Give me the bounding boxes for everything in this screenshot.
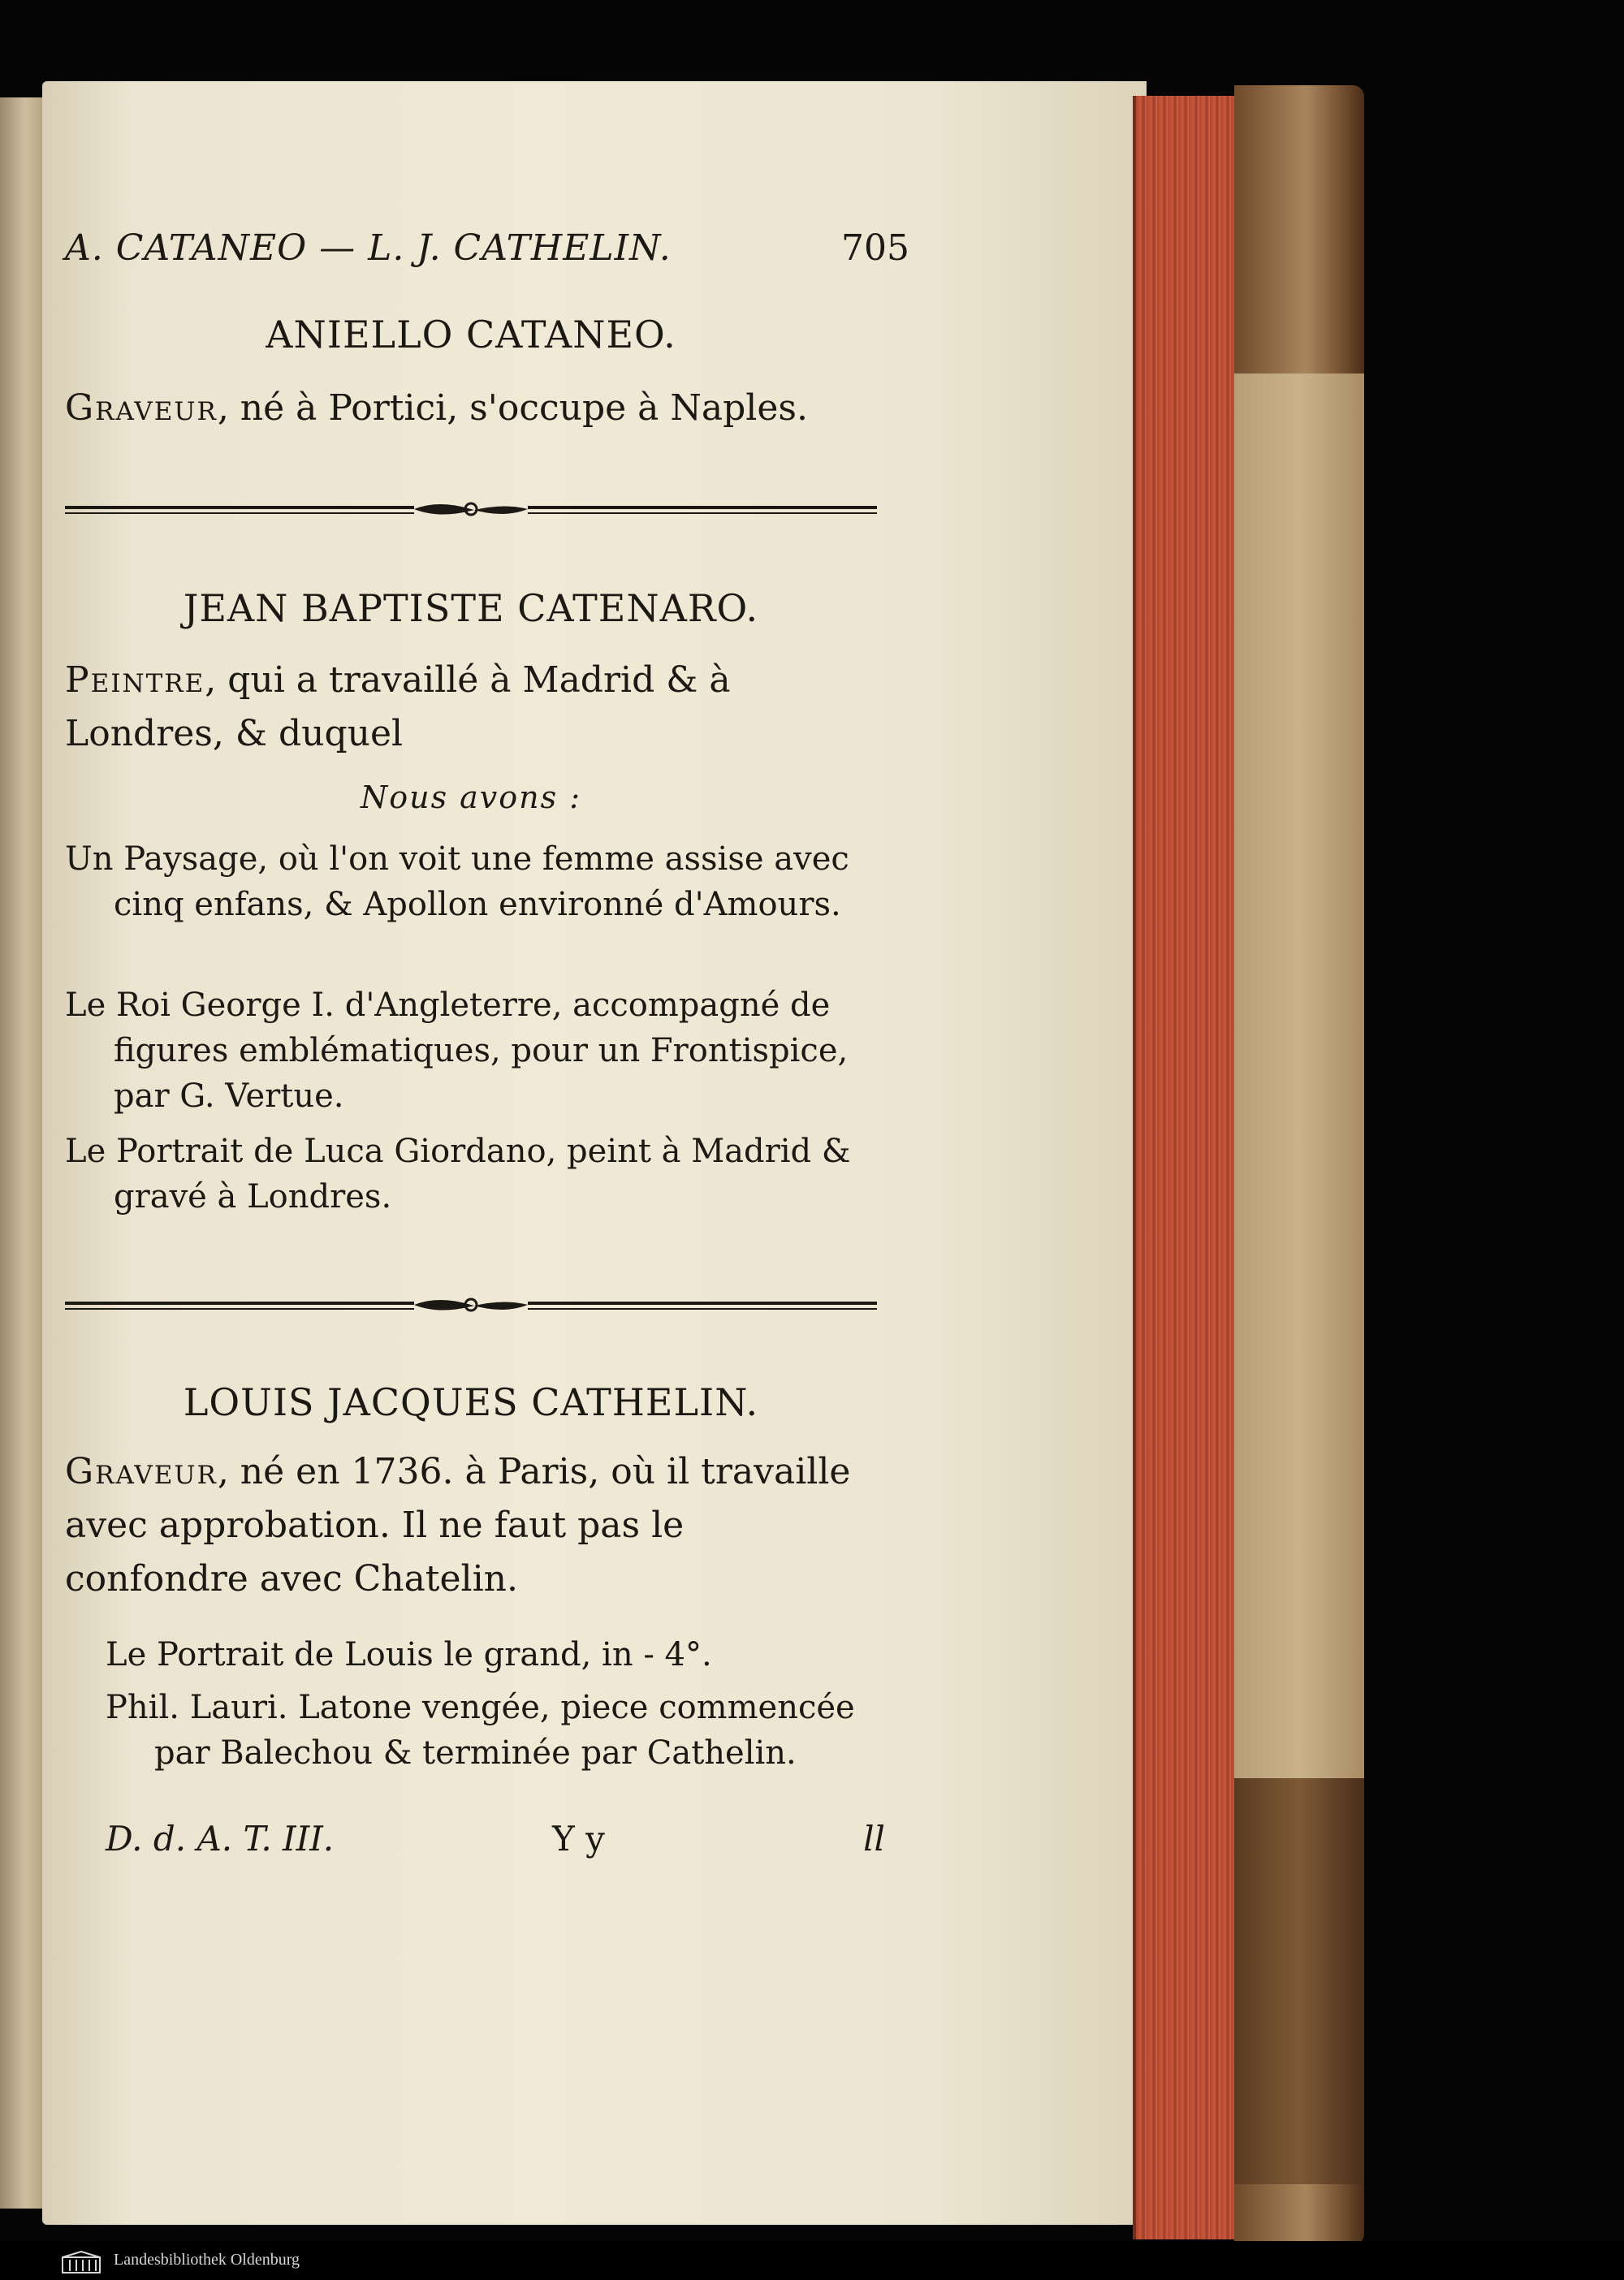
list-item: Phil. Lauri. Latone vengée, piece commencée par Balechou & terminée par Cathelin. bbox=[106, 1689, 855, 1772]
subhead-nous-avons: Nous avons : bbox=[360, 779, 582, 815]
signature-right: ll bbox=[863, 1819, 885, 1859]
entry-lead: Graveur bbox=[65, 1451, 218, 1492]
entry-body: , qui a travaillé à Madrid & à Londres, & duquel bbox=[65, 659, 731, 754]
red-page-edges bbox=[1133, 96, 1237, 2239]
entry-body: , né en 1736. à Paris, où il travaille avec approbation. Il ne faut pas le confondre avec Chatelin. bbox=[65, 1451, 851, 1600]
ornamental-divider bbox=[65, 499, 877, 522]
left-page-edge bbox=[0, 97, 42, 2209]
running-head bbox=[65, 227, 909, 284]
signature-line bbox=[65, 1819, 885, 1868]
entry-text-cathelin bbox=[65, 1445, 861, 1606]
entry-body: , né à Portici, s'occupe à Naples. bbox=[217, 387, 808, 429]
entry-lead: Graveur bbox=[65, 387, 218, 429]
list-item: Un Paysage, où l'on voit une femme assise avec cinq enfans, & Apollon environné d'Amours. bbox=[65, 840, 849, 923]
ornamental-divider bbox=[65, 1295, 877, 1318]
entry-text-cataneo bbox=[65, 382, 861, 435]
list-item: Le Roi George I. d'Angleterre, accompagné de figures emblématiques, pour un Frontispice, par G. Vertue. bbox=[65, 987, 849, 1115]
library-logo-icon bbox=[62, 2251, 101, 2274]
list-item: Le Portrait de Louis le grand, in - 4°. bbox=[106, 1636, 712, 1673]
entry-title-cathelin: LOUIS JACQUES CATHELIN. bbox=[183, 1380, 759, 1424]
running-head-title: A. CATANEO — L. J. CATHELIN. bbox=[65, 227, 672, 269]
entry-text-catenaro bbox=[65, 654, 861, 761]
cover-band bbox=[1234, 374, 1364, 1778]
entry-title-catenaro: JEAN BAPTISTE CATENARO. bbox=[183, 586, 759, 630]
footer-bar bbox=[0, 2241, 1624, 2280]
list-item: Le Portrait de Luca Giordano, peint à Madrid & gravé à Londres. bbox=[65, 1133, 851, 1216]
footer-library-name: Landesbibliothek Oldenburg bbox=[114, 2251, 300, 2269]
page-number: 705 bbox=[841, 227, 909, 269]
cover-lower bbox=[1234, 1778, 1364, 2184]
entry-lead: Peintre bbox=[65, 659, 205, 701]
signature-mark: Y y bbox=[552, 1819, 605, 1859]
entry-title-cataneo: ANIELLO CATANEO. bbox=[266, 313, 676, 356]
signature-left: D. d. A. T. III. bbox=[106, 1819, 335, 1859]
